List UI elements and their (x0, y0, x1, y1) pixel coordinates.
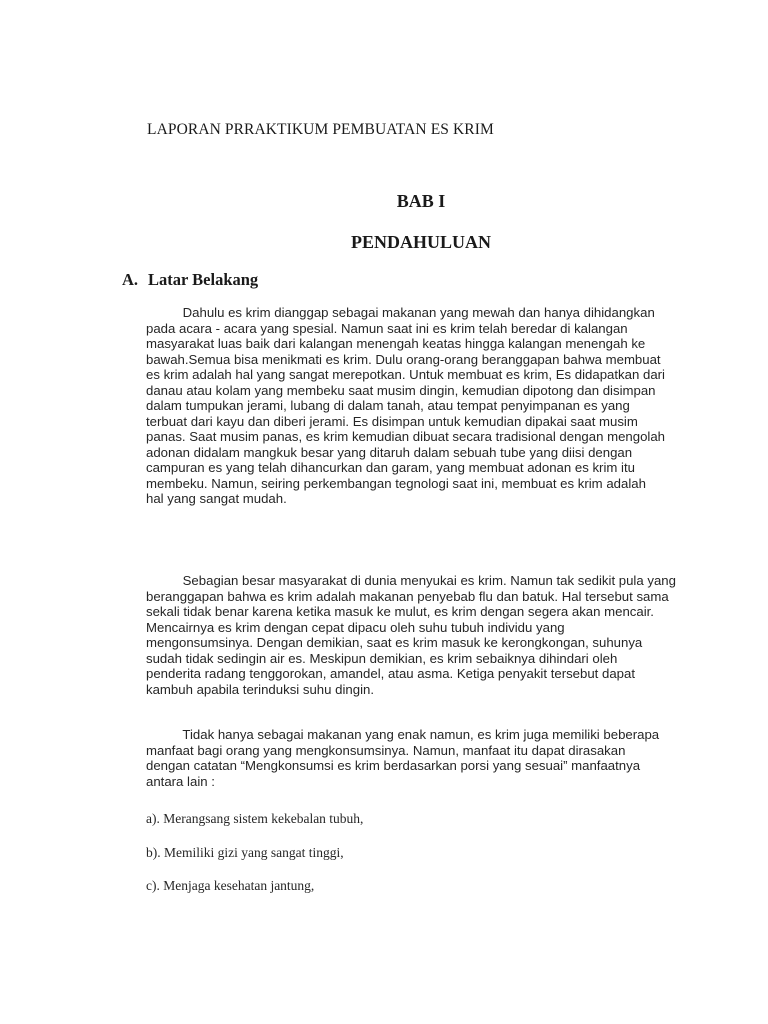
paragraph-line: beranggapan bahwa es krim adalah makanan penyebab flu dan batuk. Hal tersebut sama (146, 588, 669, 604)
section-title: Latar Belakang (148, 270, 259, 289)
paragraph-line: masyarakat luas baik dari kalangan menengah keatas hingga kalangan menengah ke (146, 336, 646, 351)
list-item: b). Memiliki gizi yang sangat tinggi, (146, 845, 344, 860)
paragraph-line: sekali tidak benar karena ketika masuk ke mulut, es krim dengan segera akan mencair. (146, 604, 654, 619)
report-title: LAPORAN PRRAKTIKUM PEMBUATAN ES KRIM (147, 121, 494, 138)
paragraph-1 (146, 305, 706, 507)
paragraph-line: campuran es yang telah dihancurkan dan garam, yang membuat adonan es krim itu (146, 460, 635, 475)
list-item: c). Menjaga kesehatan jantung, (146, 878, 315, 893)
paragraph-line: hal yang sangat mudah. (146, 491, 287, 506)
paragraph-line: danau atau kolam yang membeku saat musim dingin, kemudian dipotong dan disimpan (146, 382, 656, 398)
paragraph-line: antara lain : (146, 773, 215, 789)
paragraph-line: dengan catatan “Mengkonsumsi es krim berdasarkan porsi yang sesuai” manfaatnya (146, 758, 641, 773)
paragraph-line: es krim adalah hal yang sangat merepotkan. Untuk membuat es krim, Es didapatkan dari (146, 367, 665, 382)
paragraph-line: bawah.Semua bisa menikmati es krim. Dulu orang-orang beranggapan bahwa membuat (146, 351, 661, 367)
paragraph-2 (146, 573, 706, 697)
paragraph-line: Dahulu es krim dianggap sebagai makanan yang mewah dan hanya dihidangkan (146, 305, 655, 320)
paragraph-line: pada acara - acara yang spesial. Namun saat ini es krim telah beredar di kalangan (146, 320, 628, 336)
chapter-number: BAB I (396, 191, 446, 211)
paragraph-line: mengonsumsinya. Dengan demikian, saat es krim masuk ke kerongkongan, suhunya (146, 635, 643, 650)
section-heading (122, 270, 258, 290)
paragraph-line: kambuh apabila terinduksi suhu dingin. (146, 681, 374, 697)
paragraph-3 (146, 727, 706, 789)
list-item: a). Merangsang sistem kekebalan tubuh, (146, 811, 364, 826)
paragraph-line: penderita radang tenggorokan, amandel, atau asma. Ketiga penyakit tersebut dapat (146, 666, 636, 681)
paragraph-line: Tidak hanya sebagai makanan yang enak namun, es krim juga memiliki beberapa (146, 727, 660, 742)
paragraph-line: Sebagian besar masyarakat di dunia menyukai es krim. Namun tak sedikit pula yang (146, 573, 676, 588)
paragraph-line: Mencairnya es krim dengan cepat dipacu oleh suhu tubuh individu yang (146, 619, 565, 635)
paragraph-line: sudah tidak sedingin air es. Meskipun demikian, es krim sebaiknya dihindari oleh (146, 650, 618, 666)
paragraph-line: terbuat dari kayu dan diberi jerami. Es disimpan untuk kemudian dipakai saat musim (146, 413, 638, 429)
paragraph-line: adonan didalam mangkuk besar yang ditaruh dalam sebuah tube yang diisi dengan (146, 444, 633, 460)
chapter-title: PENDAHULUAN (350, 232, 491, 252)
paragraph-line: membeku. Namun, seiring perkembangan tegnologi saat ini, membuat es krim adalah (146, 475, 646, 491)
paragraph-line: panas. Saat musim panas, es krim kemudian dibuat secara tradisional dengan mengolah (146, 429, 666, 444)
paragraph-line: dalam tumpukan jerami, lubang di dalam tanah, atau tempat penyimpanan es yang (146, 398, 630, 413)
section-letter: A. (122, 270, 139, 289)
paragraph-line: manfaat bagi orang yang mengkonsumsinya. Namun, manfaat itu dapat dirasakan (146, 742, 626, 758)
